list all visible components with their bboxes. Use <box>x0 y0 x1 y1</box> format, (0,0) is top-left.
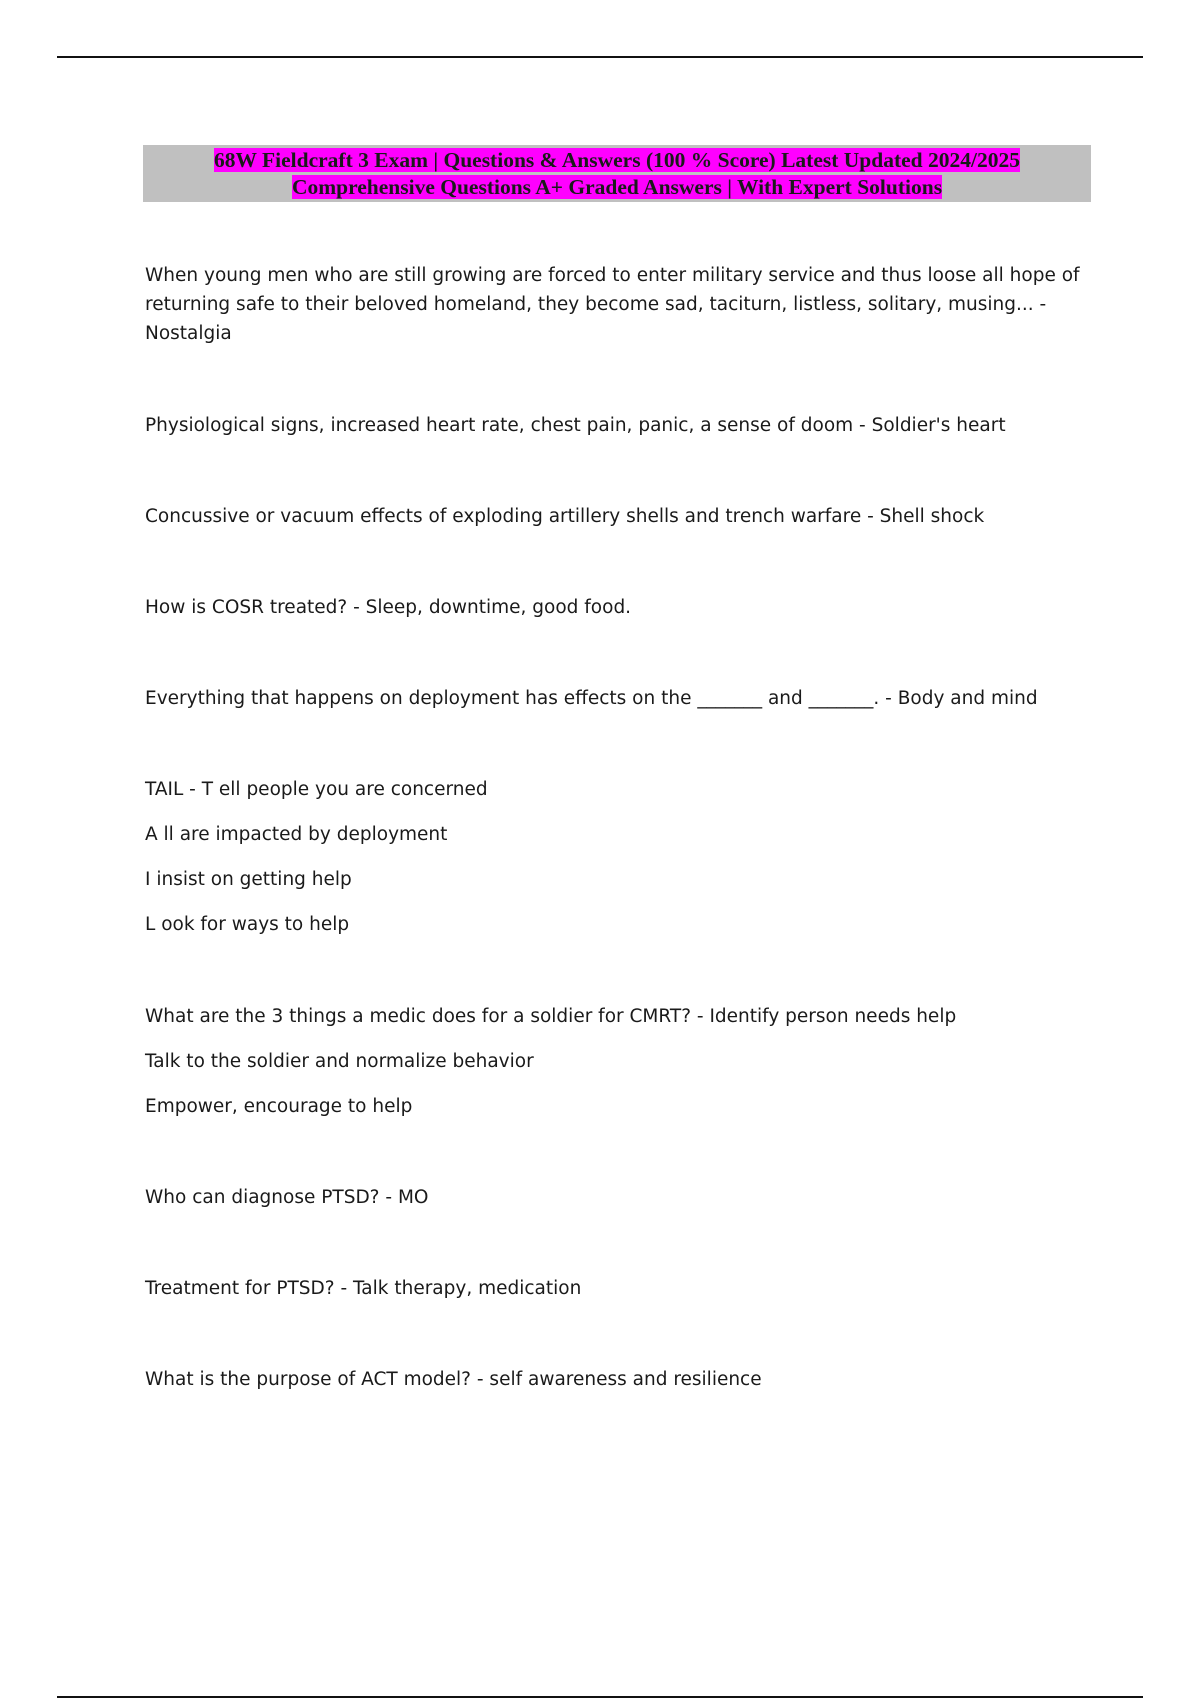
qa-text: L ook for ways to help <box>145 914 350 935</box>
qa-text: A ll are impacted by deployment <box>145 824 448 845</box>
qa-text: When young men who are still growing are forced to enter military service and thus loose all hope of <box>145 265 1080 286</box>
qa-text: How is COSR treated? - Sleep, downtime, good food. <box>145 597 632 618</box>
qa-text: Treatment for PTSD? - Talk therapy, medication <box>145 1278 582 1299</box>
qa-text: Everything that happens on deployment has effects on the _______ and _______. - Body and mind <box>145 688 1038 709</box>
qa-text: Talk to the soldier and normalize behavior <box>145 1051 534 1072</box>
qa-text: returning safe to their beloved homeland, they become sad, taciturn, listless, solitary, musing... - <box>145 294 1047 315</box>
qa-text: Nostalgia <box>145 323 232 344</box>
qa-text: Empower, encourage to help <box>145 1096 413 1117</box>
qa-text: Concussive or vacuum effects of exploding artillery shells and trench warfare - Shell shock <box>145 506 985 527</box>
top-rule <box>57 56 1143 58</box>
qa-text: TAIL - T ell people you are concerned <box>145 779 488 800</box>
title-line-1: 68W Fieldcraft 3 Exam | Questions & Answers (100 % Score) Latest Updated 2024/2025 <box>214 148 1020 172</box>
qa-text: What is the purpose of ACT model? - self awareness and resilience <box>145 1369 762 1390</box>
document-title <box>143 145 1091 202</box>
bottom-rule <box>57 1696 1143 1698</box>
qa-text: What are the 3 things a medic does for a soldier for CMRT? - Identify person needs help <box>145 1006 957 1027</box>
title-line-2: Comprehensive Questions A+ Graded Answers | With Expert Solutions <box>291 175 943 199</box>
qa-text: I insist on getting help <box>145 869 352 890</box>
qa-text: Physiological signs, increased heart rate, chest pain, panic, a sense of doom - Soldier's heart <box>145 415 1006 436</box>
qa-text: Who can diagnose PTSD? - MO <box>145 1187 429 1208</box>
